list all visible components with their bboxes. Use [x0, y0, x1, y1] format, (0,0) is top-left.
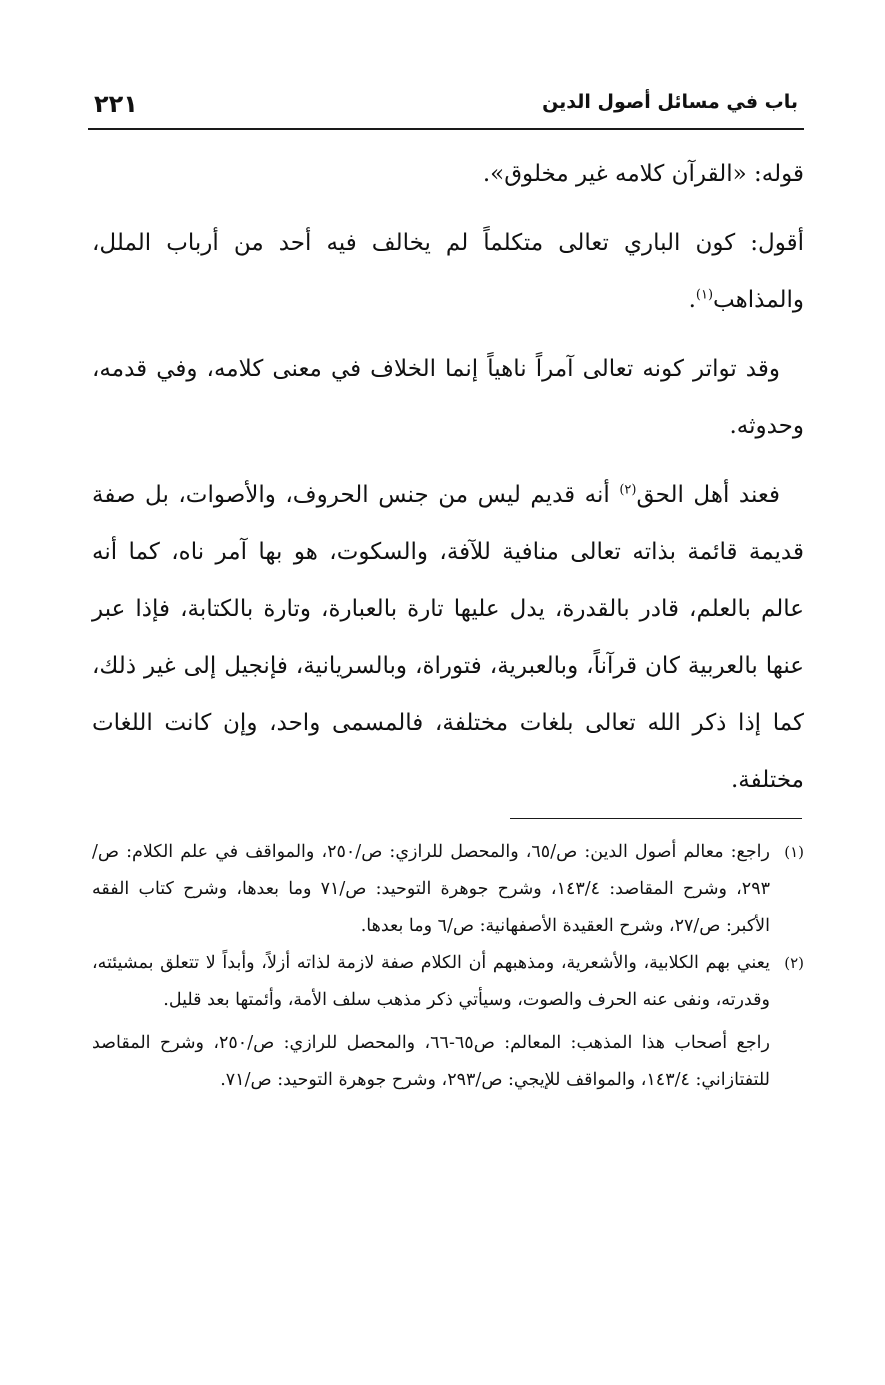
paragraph-text-rest: أنه قديم ليس من جنس الحروف، والأصوات، بل صفة قديمة قائمة بذاته تعالى منافية للآفة، والسكوت، هو بها آمر ناه، كما أنه عالم بالعلم، قادر بالقدرة، يدل عليها تارة بالعبارة، وتارة بالكتابة، فإذا عبر عنها بالعربية كان قرآناً، وبالعبرية، فتوراة، وبالسريانية، فإنجيل إلى غير ذلك، كما إذا ذكر الله تعالى بلغات مختلفة، فالمسمى واحد، وإن كانت اللغات مختلفة.: [92, 482, 804, 793]
footnotes: [92, 834, 804, 1099]
paragraph-text: فعند أهل الحق: [636, 482, 780, 508]
footnote-text: راجع: معالم أصول الدين: ص/٦٥، والمحصل للرازي: ص/٢٥٠، والمواقف في علم الكلام: ص/٢٩٣، وشرح المقاصد: ١٤٣/٤، وشرح جوهرة التوحيد: ص/٧١ وما بعدها، وشرح كتاب الفقه الأكبر: ص/٢٧، وشرح العقيدة الأصفهانية: ص/٦ وما بعدها.: [92, 842, 770, 936]
paragraph-ahl-al-haqq: [92, 467, 804, 809]
footnote-text: يعني بهم الكلابية، والأشعرية، ومذهبهم أن الكلام صفة لازمة لذاته أزلاً، وأبداً لا تتعلق بمشيئته، وقدرته، ونفى عنه الحرف والصوت، وسيأتي ذكر مذهب سلف الأمة، وأئمتها بعد قليل.: [92, 953, 770, 1010]
footnote-separator: [510, 818, 802, 819]
footnote-ref-2: (٢): [619, 482, 637, 498]
page-number: ٢٢١: [94, 90, 138, 118]
running-title: باب في مسائل أصول الدين: [542, 91, 798, 113]
main-text: [92, 146, 804, 821]
paragraph-text: أقول: كون الباري تعالى متكلماً لم يخالف فيه أحد من أرباب الملل، والمذاهب: [92, 230, 804, 313]
footnote-2-references: راجع أصحاب هذا المذهب: المعالم: ص٦٥-٦٦، والمحصل للرازي: ص/٢٥٠، وشرح المقاصد للتفتازاني: ١٤٣/٤، والمواقف للإيجي: ص/٢٩٣، وشرح جوهرة التوحيد: ص/٧١.: [92, 1033, 770, 1090]
paragraph-commentary: [92, 215, 804, 329]
paragraph-disagreement: وقد تواتر كونه تعالى آمراً ناهياً إنما الخلاف في معنى كلامه، وفي قدمه، وحدوثه.: [92, 356, 804, 439]
footnote-number: (٢): [784, 954, 804, 972]
paragraph-quote: قوله: «القرآن كلامه غير مخلوق».: [482, 161, 804, 187]
paragraph-text-end: .: [688, 287, 696, 313]
footnote-2: [92, 945, 804, 1019]
page-header: [88, 88, 804, 130]
footnote-1: [92, 834, 804, 945]
footnote-ref-1: (١): [695, 287, 714, 303]
footnote-number: (١): [784, 843, 804, 861]
